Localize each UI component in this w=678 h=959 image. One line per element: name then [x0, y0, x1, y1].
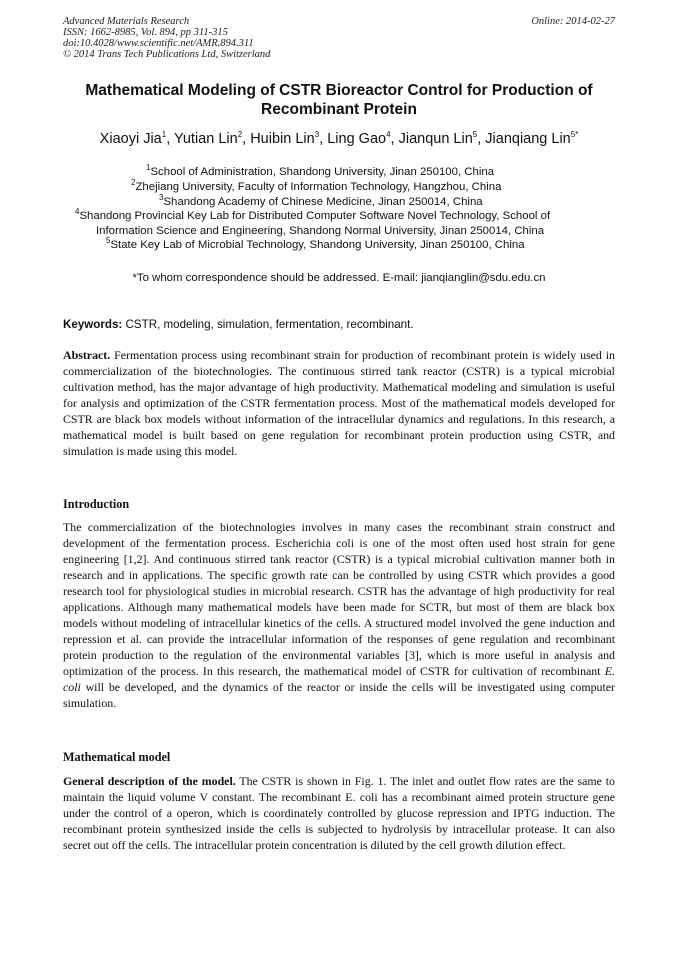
keywords-text: CSTR, modeling, simulation, fermentation, recombinant.: [122, 318, 414, 331]
author-affiliation-mark: 1: [161, 130, 167, 140]
keywords-label: Keywords:: [63, 318, 123, 331]
online-date: Online: 2014-02-27: [531, 16, 615, 27]
author-name: Jianqun Lin: [398, 131, 473, 147]
affiliation-4-continued: Information Science and Engineering, Shandong Normal University, Jinan 250014, China: [96, 225, 545, 237]
author-affiliation-mark: 5*: [570, 130, 579, 140]
model-lead: General description of the model.: [63, 774, 236, 788]
author-name: Ling Gao: [327, 131, 387, 147]
model-text: The CSTR is shown in Fig. 1. The inlet and outlet flow rates are the same to maintain the liquid volume V constant. The recombinant E. coli has a recombinant aimed protein structure gene under the control of a operon, which is coordinately controlled by glucose repression and IPTG induction. The recombinant protein synthesized inside the cells is subjected to hydrolysis by intracellular protease. It can also secret out off the cells. The intracellular protein concentration is diluted by the cell growth dilution effect.: [63, 774, 615, 852]
doi-line: doi:10.4028/www.scientific.net/AMR.894.311: [63, 38, 254, 49]
abstract-label: Abstract.: [63, 348, 111, 362]
title-line-2: Recombinant Protein: [261, 101, 417, 118]
introduction-paragraph: The commercialization of the biotechnologies involves in many cases the recombinant strain construct and development of the fermentation process. Escherichia coli is one of the most often used host strain for gene engineering [1,2]. And continuous stirred tank reactor (CSTR) is a typical microbial cultivation manner both in research and in applications. The specific growth rate can be controlled by using CSTR which provides a good research tool for physiological studies in microbial research. CSTR has the advantage of high productivity for real applications. Although many mathematical models have been made for SCTR, but most of them are black box models without modeling of intracellular kinetics of the cells. A structured model involved the gene induction and repression et al. can provide the intracellular information of the responses of gene regulation and recombinant protein production to the regulation of the environmental variables [3], which is more useful in analysis and optimization of the process. In this research, the mathematical model of CSTR for cultivation of recombinant E. coli will be developed, and the dynamics of the reactor or inside the cells will be investigated using computer simulation.: [63, 520, 615, 710]
abstract-paragraph: [63, 347, 615, 459]
author-affiliation-mark: 3: [314, 130, 320, 140]
introduction-heading: Introduction: [63, 497, 130, 511]
model-paragraph: [63, 773, 615, 853]
copyright-line: © 2014 Trans Tech Publications Ltd, Switzerland: [63, 49, 271, 60]
correspondence-note: *To whom correspondence should be addressed. E-mail: jianqianglin@sdu.edu.cn: [132, 272, 546, 284]
abstract-text: Fermentation process using recombinant strain for production of recombinant protein is widely used in commercialization of the biotechnologies. The continuous stirred tank reactor (CSTR) is a typical microbial cultivation method, has the major advantage of high productivity. Mathematical modeling and simulation is useful for analysis and optimization of the CSTR fermentation process. Most of the mathematical models developed for CSTR are black box models without information of the intracellular dynamics and regulations. In this research, a mathematical model is built based on gene regulation for recombinant protein production using CSTR, and simulation is made using this model.: [63, 348, 615, 458]
author-name: Huibin Lin: [250, 131, 315, 147]
affiliation-5: $^5$State Key Lab of Microbial Technology, Shandong University, Jinan 250100, China: [106, 236, 525, 251]
author-affiliation-mark: 5: [472, 130, 478, 140]
paper-title: [50, 81, 628, 119]
author-list: [30, 129, 648, 149]
author-affiliation-mark: 4: [386, 130, 391, 140]
author-separator: ,: [319, 131, 328, 147]
author-affiliation-mark: 2: [237, 130, 243, 140]
author-name: Xiaoyi Jia: [99, 131, 162, 147]
keywords: [63, 318, 414, 331]
author-separator: ,: [477, 131, 486, 147]
author-name: Yutian Lin: [173, 131, 238, 147]
affiliation-4: $^4$Shandong Provincial Key Lab for Distributed Computer Software Novel Technology, School of: [75, 207, 551, 222]
author-name: Jianqiang Lin: [485, 131, 571, 147]
title-line-1: Mathematical Modeling of CSTR Bioreactor Control for Production of: [85, 82, 593, 99]
italic-organism: E. coli: [63, 664, 615, 694]
affiliation-1: $^1$School of Administration, Shandong University, Jinan 250100, China: [146, 163, 495, 178]
author-separator: ,: [390, 131, 399, 147]
affiliation-2: $^2$Zhejiang University, Faculty of Information Technology, Hangzhou, China: [131, 178, 502, 193]
affiliation-3: $^3$Shandong Academy of Chinese Medicine, Jinan 250014, China: [159, 193, 483, 208]
author-separator: ,: [166, 131, 174, 147]
model-heading: Mathematical model: [63, 750, 171, 764]
issn-line: ISSN: 1662-8985, Vol. 894, pp 311-315: [63, 27, 228, 38]
journal-name: Advanced Materials Research: [63, 16, 190, 27]
author-separator: ,: [242, 131, 251, 147]
